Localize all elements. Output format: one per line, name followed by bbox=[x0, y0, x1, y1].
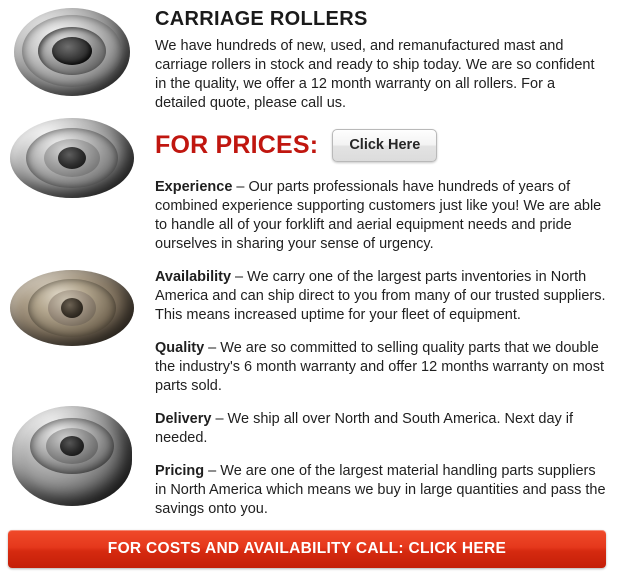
roller-image-v-groove bbox=[8, 6, 136, 98]
page-title: CARRIAGE ROLLERS bbox=[155, 8, 368, 30]
feature-text: – Our parts professionals have hundreds of years of combined experience supporting customers just like you! We are able to handle all of your forklift and aerial equipment needs and pride ourselves in sharing your sense of urgency. bbox=[155, 179, 602, 252]
feature-quality bbox=[155, 339, 607, 396]
feature-heading: Quality bbox=[155, 340, 205, 356]
roller-bore bbox=[52, 37, 92, 65]
feature-text: – We are one of the largest material handling parts suppliers in North America which means we buy in large quantities and pass the savings onto you. bbox=[155, 463, 606, 517]
roller-image-sealed-bearing bbox=[8, 112, 136, 204]
roller-image-bronze-mast bbox=[8, 262, 136, 354]
cta-banner-button[interactable] bbox=[8, 530, 606, 568]
feature-heading: Pricing bbox=[155, 463, 205, 479]
content-column bbox=[155, 0, 607, 533]
roller-bore bbox=[58, 147, 86, 169]
intro-paragraph: We have hundreds of new, used, and remanufactured mast and carriage rollers in stock and ready to ship today. We are so confident in the quality, we offer a 12 month warranty on all rollers. For a detailed quote, please call us. bbox=[155, 38, 595, 111]
feature-text: – We ship all over North and South America. Next day if needed. bbox=[155, 411, 574, 446]
prices-label: FOR PRICES: bbox=[155, 131, 319, 159]
product-image-column bbox=[0, 0, 148, 525]
feature-delivery bbox=[155, 410, 607, 448]
feature-heading: Experience bbox=[155, 179, 233, 195]
feature-experience bbox=[155, 178, 607, 254]
roller-bore bbox=[60, 436, 84, 456]
feature-text: – We are so committed to selling quality parts that we double the industry's 6 month warranty and offer 12 months warranty on most parts sold. bbox=[155, 340, 604, 394]
feature-availability bbox=[155, 268, 607, 325]
roller-bore bbox=[61, 298, 83, 318]
cta-banner-label: FOR COSTS AND AVAILABILITY CALL: CLICK HERE bbox=[107, 540, 507, 557]
feature-heading: Delivery bbox=[155, 411, 212, 427]
feature-heading: Availability bbox=[155, 269, 232, 285]
feature-text: – We carry one of the largest parts inventories in North America and can ship direct to you from many of our trusted suppliers. This means increased uptime for your fleet of equipment. bbox=[155, 269, 606, 323]
click-here-button[interactable]: Click Here bbox=[332, 129, 437, 162]
feature-pricing bbox=[155, 462, 607, 519]
prices-row bbox=[155, 129, 607, 162]
roller-image-steel-load bbox=[8, 402, 136, 510]
